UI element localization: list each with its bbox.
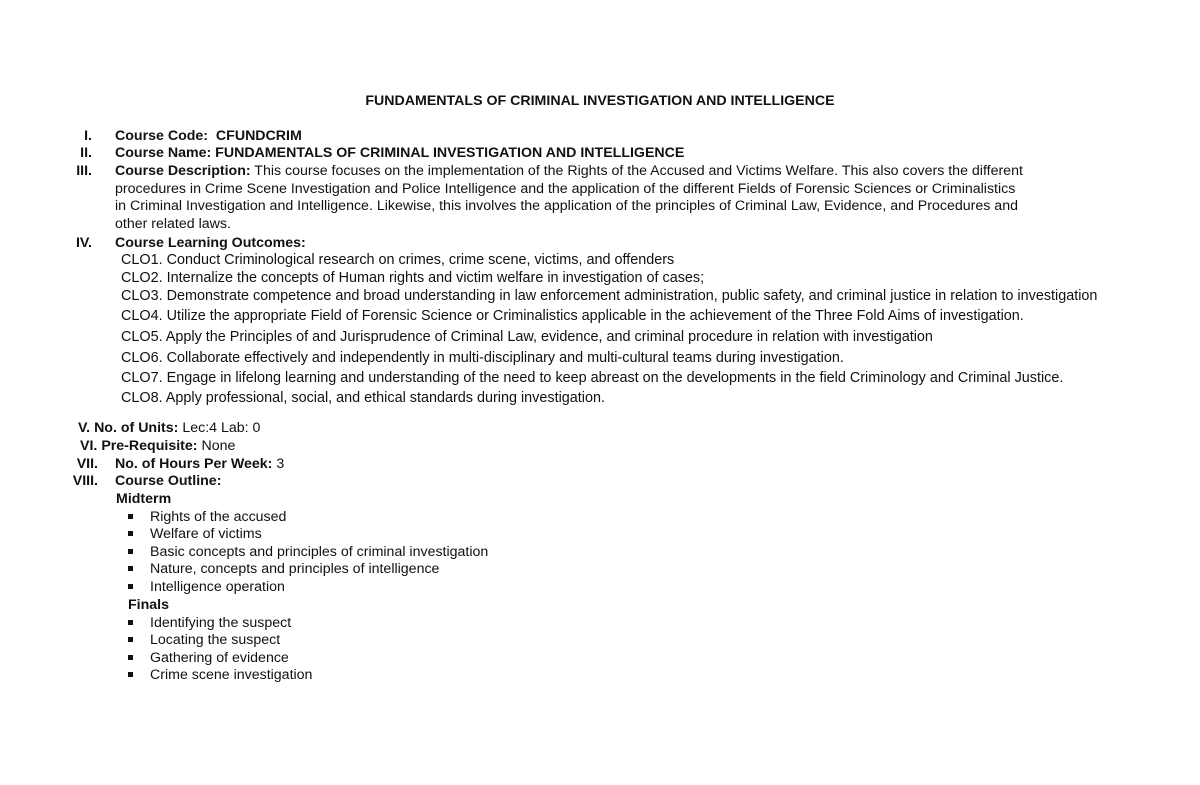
finals-heading: Finals [128,597,169,613]
hours-label: No. of Hours Per Week: [115,456,273,472]
course-description [115,163,1125,233]
clo-item: CLO2. Internalize the concepts of Human rights and victim welfare in investigation of cases; [121,270,705,286]
section-numeral-iv: IV. [75,235,92,251]
bullet-icon [128,584,133,589]
prerequisite-value: None [201,438,236,454]
units-label: No. of Units: [94,420,179,436]
bullet-icon [128,531,133,536]
bullet-icon [128,514,133,519]
course-code-row [115,128,302,146]
course-outline-label: Course Outline: [115,473,222,489]
course-description-line-4: other related laws. [115,215,231,232]
hours-row [115,456,284,474]
list-item: Intelligence operation [128,579,285,597]
learning-outcomes-label: Course Learning Outcomes: [115,235,306,251]
clo-item: CLO3. Demonstrate competence and broad understanding in law enforcement administration, public safety, and criminal justice in relation to investigation [121,288,1098,304]
clo-item: CLO7. Engage in lifelong learning and understanding of the need to keep abreast on the developments in the field Criminology and Criminal Justice. [121,370,1064,386]
list-item: Nature, concepts and principles of intelligence [128,561,439,579]
list-item: Welfare of victims [128,526,262,544]
midterm-heading: Midterm [116,491,172,507]
document-title: FUNDAMENTALS OF CRIMINAL INVESTIGATION AND INTELLIGENCE [365,93,835,109]
list-item: Basic concepts and principles of criminal investigation [128,544,488,562]
course-name-label: Course Name: [115,145,212,161]
bullet-icon [128,637,133,642]
clo-item: CLO6. Collaborate effectively and independently in multi-disciplinary and multi-cultural teams during investigation. [121,350,844,366]
clo-item: CLO8. Apply professional, social, and ethical standards during investigation. [121,390,605,406]
prerequisite-row [80,438,235,456]
clo-item: CLO4. Utilize the appropriate Field of Forensic Science or Criminalistics applicable in the achievement of the Three Fold Aims of investigation. [121,308,1024,324]
bullet-icon [128,566,133,571]
list-item: Identifying the suspect [128,615,291,633]
section-numeral-iii: III. [76,163,92,179]
course-description-line-3: in Criminal Investigation and Intelligence. Likewise, this involves the application of the principles of Criminal Law, Evidence, and Procedures and [115,198,1018,214]
hours-value: 3 [276,456,285,472]
bullet-icon [128,672,133,677]
prerequisite-numeral: VI. [80,438,98,454]
clo-item: CLO5. Apply the Principles of and Jurisprudence of Criminal Law, evidence, and criminal procedure in relation with investigation [121,329,933,345]
bullet-icon [128,655,133,660]
clo-item: CLO1. Conduct Criminological research on crimes, crime scene, victims, and offenders [121,252,675,268]
bullet-icon [128,620,133,625]
list-item: Crime scene investigation [128,667,312,685]
course-description-line-1: Course Description: This course focuses on the implementation of the Rights of the Accused and Victims Welfare. This also covers the different [115,163,1023,179]
list-item: Gathering of evidence [128,650,289,668]
section-numeral-i: I. [84,128,92,144]
course-name-row [115,145,684,163]
list-item: Locating the suspect [128,632,280,650]
course-code-label: Course Code: [115,128,209,144]
bullet-icon [128,549,133,554]
course-description-line-2: procedures in Crime Scene Investigation and Police Intelligence and the application of the different Fields of Forensic Sciences or Criminalistics [115,180,1016,197]
section-numeral-ii: II. [80,145,92,161]
prerequisite-label: Pre-Requisite: [101,438,198,454]
units-numeral: V. [78,420,91,436]
units-value: Lec:4 Lab: 0 [182,420,261,436]
section-numeral-viii: VIII. [72,473,98,489]
list-item: Rights of the accused [128,509,286,527]
units-row [78,420,260,438]
course-description-label: Course Description: [115,163,251,179]
course-code-value: CFUNDCRIM [215,128,302,144]
section-numeral-vii: VII. [76,456,98,472]
course-name-value: FUNDAMENTALS OF CRIMINAL INVESTIGATION AND INTELLIGENCE [215,145,685,161]
